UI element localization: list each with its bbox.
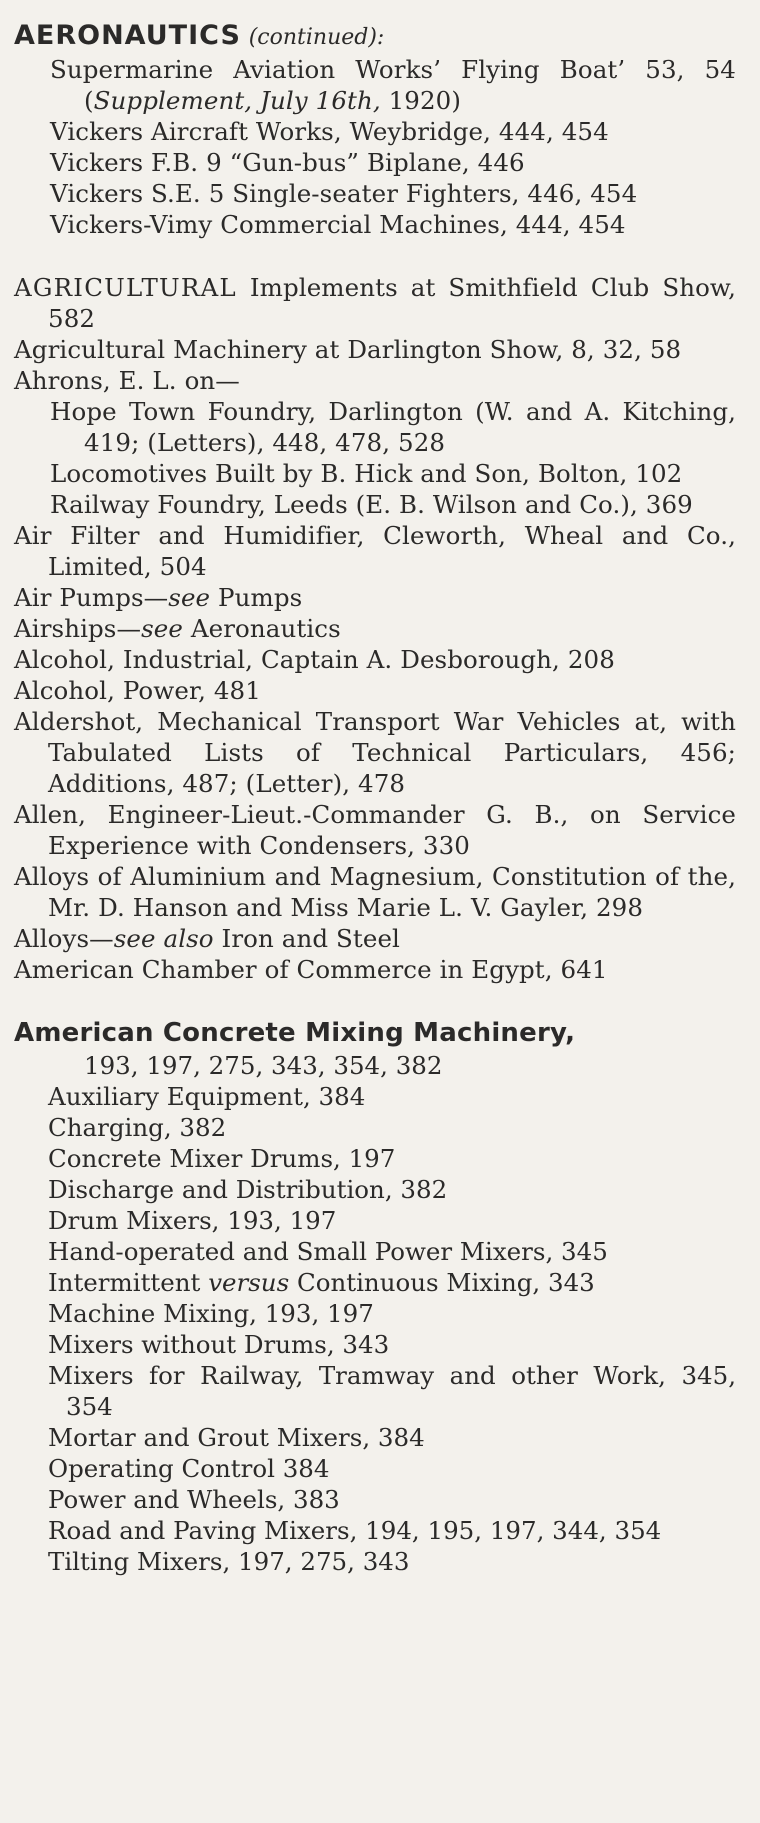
heading-continued: (continued): (248, 25, 385, 50)
index-subentry: Mixers for Railway, Tramway and other Work, 345, 354 (48, 1361, 736, 1421)
index-subentry: Railway Foundry, Leeds (E. B. Wilson and Co.), 369 (50, 490, 693, 519)
index-entry: Air Filter and Humidifier, Cleworth, Wheal and Co., Limited, 504 (14, 521, 736, 581)
index-entry: American Chamber of Commerce in Egypt, 641 (14, 955, 608, 984)
section-heading-american-concrete: American Concrete Mixing Machinery, (14, 1018, 576, 1048)
section-heading-aeronautics (14, 20, 736, 54)
index-subentry: Power and Wheels, 383 (48, 1485, 340, 1514)
index-entry: Vickers Aircraft Works, Weybridge, 444, 454 (50, 117, 609, 146)
index-entry: Airships—see Aeronautics (14, 614, 341, 643)
section-gap (14, 240, 736, 272)
index-entry: Alloys of Aluminium and Magnesium, Constitution of the, Mr. D. Hanson and Miss Marie L. V. Gayler, 298 (14, 862, 736, 922)
index-subentry: Intermittent versus Continuous Mixing, 343 (48, 1268, 595, 1297)
index-subentry: Charging, 382 (48, 1113, 227, 1142)
index-subentry: Mixers without Drums, 343 (48, 1330, 390, 1359)
index-subentry: Drum Mixers, 193, 197 (48, 1206, 337, 1235)
index-entry: Air Pumps—see Pumps (14, 583, 303, 612)
index-subentry: Discharge and Distribution, 382 (48, 1175, 448, 1204)
index-subentry: Auxiliary Equipment, 384 (48, 1082, 366, 1111)
index-subentry: Hand-operated and Small Power Mixers, 345 (48, 1237, 608, 1266)
index-entry: Supermarine Aviation Works’ Flying Boat’ 53, 54 (Supplement, July 16th, 1920) (50, 55, 736, 115)
index-entry: Alloys—see also Iron and Steel (14, 924, 400, 953)
index-subentry: Locomotives Built by B. Hick and Son, Bolton, 102 (50, 459, 683, 488)
index-subentry: Machine Mixing, 193, 197 (48, 1299, 374, 1328)
index-subentry: Mortar and Grout Mixers, 384 (48, 1423, 425, 1452)
index-entry: Alcohol, Power, 481 (14, 676, 261, 705)
index-entry: Ahrons, E. L. on— (14, 366, 240, 395)
index-entry: Agricultural Machinery at Darlington Show, 8, 32, 58 (14, 335, 682, 364)
heading-pages: 193, 197, 275, 343, 354, 382 (84, 1051, 443, 1080)
index-entry: Allen, Engineer-Lieut.-Commander G. B., on Service Experience with Condensers, 330 (14, 800, 736, 860)
index-entry: Vickers S.E. 5 Single-seater Fighters, 446, 454 (50, 179, 638, 208)
index-subentry: Tilting Mixers, 197, 275, 343 (48, 1547, 410, 1576)
heading-title: AERONAUTICS (14, 20, 241, 51)
index-entry: Vickers-Vimy Commercial Machines, 444, 454 (50, 210, 626, 239)
index-entry: Alcohol, Industrial, Captain A. Desborough, 208 (14, 645, 615, 674)
section-gap (14, 985, 736, 1017)
index-entry: Vickers F.B. 9 “Gun-bus” Biplane, 446 (50, 148, 525, 177)
index-subentry: Hope Town Foundry, Darlington (W. and A. Kitching, 419; (Letters), 448, 478, 528 (50, 397, 736, 457)
index-subentry: Concrete Mixer Drums, 197 (48, 1144, 396, 1173)
index-entry: Aldershot, Mechanical Transport War Vehicles at, with Tabulated Lists of Technical Particulars, 456; Additions, 487; (Letter), 478 (14, 707, 736, 798)
index-subentry: Road and Paving Mixers, 194, 195, 197, 344, 354 (48, 1516, 662, 1545)
index-subentry: Operating Control 384 (48, 1454, 330, 1483)
index-entry-agricultural: AGRICULTURAL Implements at Smithfield Club Show, 582 (14, 273, 736, 333)
